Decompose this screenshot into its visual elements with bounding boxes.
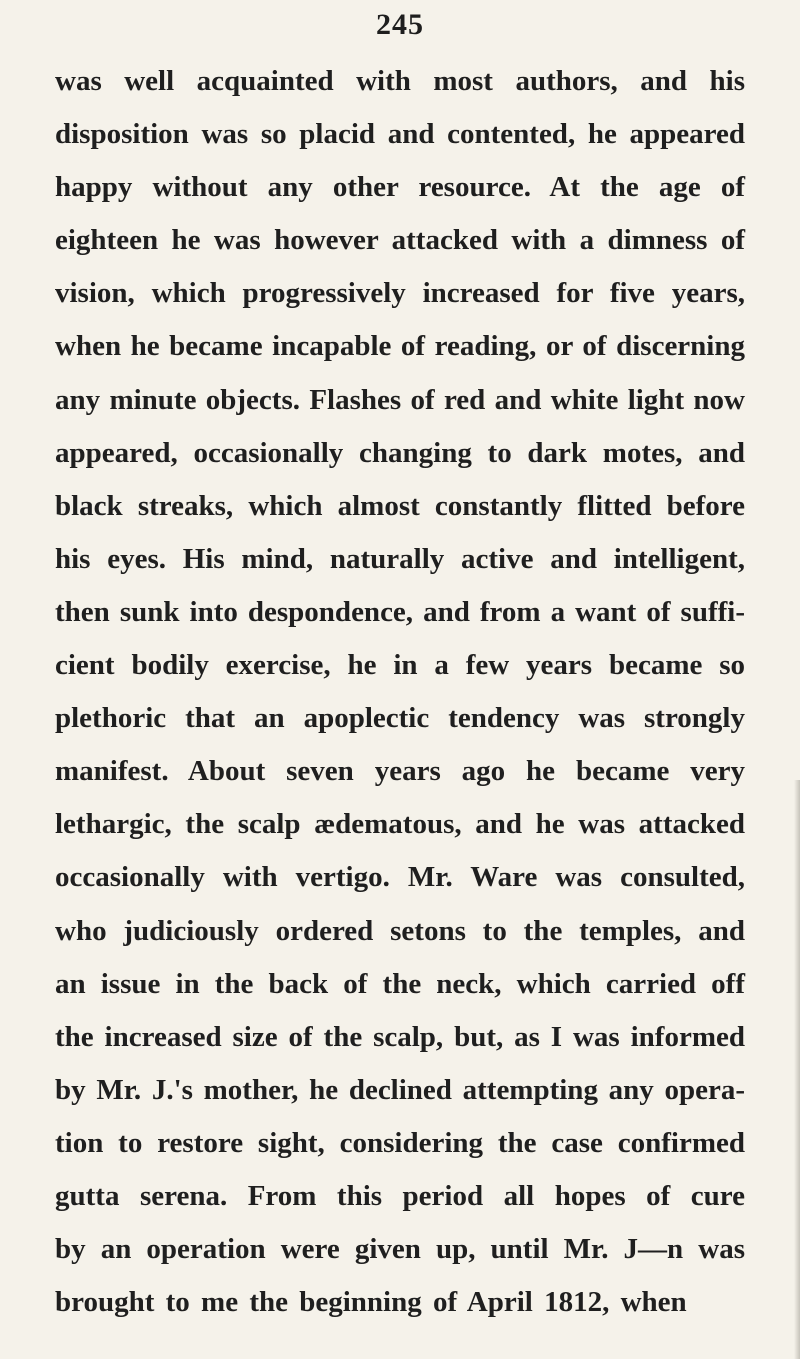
text-line-17: who judiciously ordered setons to the temples, and — [55, 914, 745, 947]
text-line-8: appeared, occasionally changing to dark motes, and — [55, 436, 745, 469]
text-line-3: happy without any other resource. At the age of — [55, 171, 745, 204]
text-line-2: disposition was so placid and contented, he appeared — [55, 118, 745, 151]
text-line-11: then sunk into despondence, and from a want of suffi- — [55, 595, 745, 628]
text-line-12: cient bodily exercise, he in a few years became so — [55, 649, 745, 682]
text-line-10: his eyes. His mind, naturally active and intelligent, — [55, 542, 745, 575]
text-line-15: lethargic, the scalp ædematous, and he was attacked — [55, 808, 745, 841]
page-number: 245 — [376, 8, 424, 41]
text-line-18: an issue in the back of the neck, which carried off — [55, 967, 745, 1000]
text-line-6: when he became incapable of reading, or of discerning — [55, 330, 745, 363]
text-line-13: plethoric that an apoplectic tendency was strongly — [55, 702, 745, 735]
text-line-24: brought to me the beginning of April 1812, when — [55, 1286, 687, 1319]
text-line-1: was well acquainted with most authors, and his — [55, 65, 745, 97]
text-line-23: by an operation were given up, until Mr. J—n was — [55, 1233, 745, 1266]
text-line-14: manifest. About seven years ago he became very — [55, 755, 745, 788]
text-line-20: by Mr. J.'s mother, he declined attempting any opera- — [55, 1073, 745, 1106]
text-line-22: gutta serena. From this period all hopes of cure — [55, 1179, 745, 1212]
text-line-7: any minute objects. Flashes of red and white light now — [55, 383, 745, 416]
text-line-21: tion to restore sight, considering the case confirmed — [55, 1126, 745, 1159]
body-text — [55, 55, 745, 1329]
text-line-19: the increased size of the scalp, but, as I was informed — [55, 1020, 745, 1053]
text-line-4: eighteen he was however attacked with a dimness of — [55, 224, 745, 257]
text-line-9: black streaks, which almost constantly flitted before — [55, 489, 745, 522]
text-line-5: vision, which progressively increased for five years, — [55, 277, 745, 310]
text-line-16: occasionally with vertigo. Mr. Ware was consulted, — [55, 861, 745, 894]
page-edge-shadow — [794, 780, 800, 1359]
